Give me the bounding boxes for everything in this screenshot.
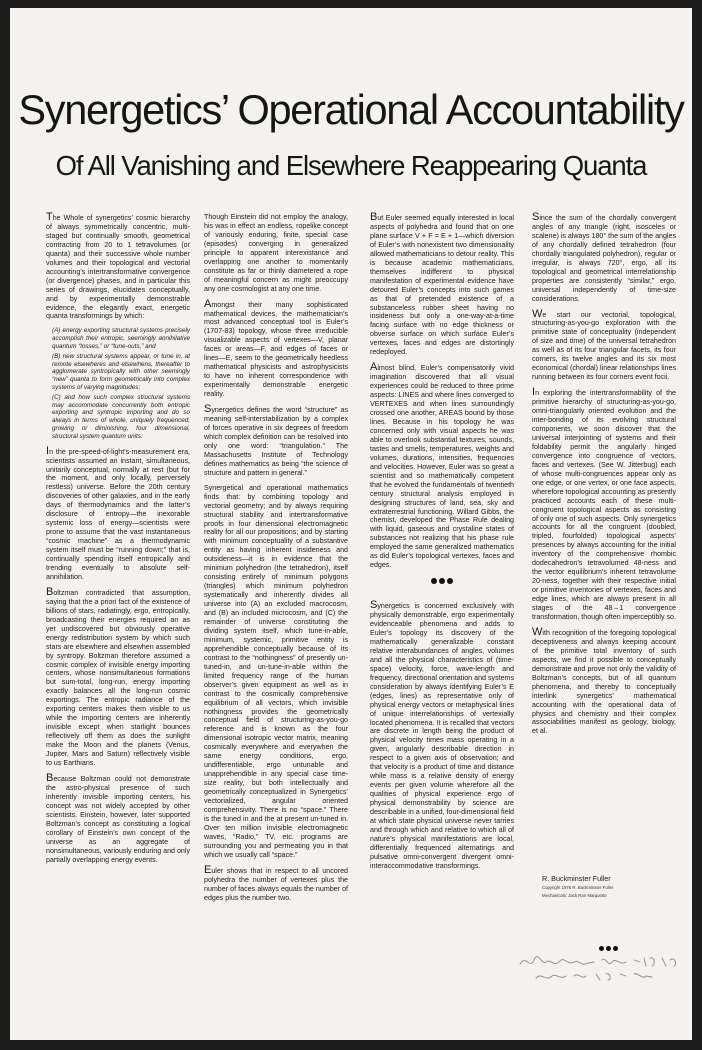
paragraph: Euler shows that in respect to all uncored polyhedra the number of vertexes plus the number of faces always equals the number of edges plus the number two.	[204, 863, 348, 902]
text-column-3	[370, 213, 514, 877]
paragraph: Boltzman contradicted that assumption, saying that the a priori fact of the existence of billions of stars, radiatingly, ergo, entropically, broadcasting their energies required an as yet undiscovered but obviously operative energy redistribution system by which such stars are elsewhere and elsewhen assembled by syntropy. Boltzman therefore assumed a cosmic complex of invisible energy importing centers, whose nonsimultaneous formations but sum-total, long-run, energy importing exactly balances all the long-run cosmic exportings. The entropic radiance of the exporting centers makes them visible to us while the importing centers are inherently invisible except when starlight bounces reflectively off them as does the sunlight make the Moon and the planets (Venus, Jupiter, Mars and Saturn) reflectively visible to us Earthians.	[46, 585, 190, 767]
text-column-1	[46, 213, 190, 870]
paragraph: But Euler seemed equally interested in local aspects of polyhedra and found that on one plane surface V + F = E + 1—which diversion of Euler’s with nonexistent two dimensionality allowed mathematicians to detour reality. This is because academic mathematicians, themselves indifferent to physical manifestation of experimental evidence have detoured Euler’s concepts into such games as that of pretended existence of a substanceless rubber sheet having no insideness but only a one-way-at-a-time facing surface with no edge thickness or obverse surface on which surface Euler’s vertexes, faces and edges are distortingly redeployed.	[370, 211, 514, 357]
dot	[447, 578, 453, 584]
author-credit	[542, 874, 682, 898]
list-item-a: (A) energy exporting structural systems precisely accomplish their entropic, seemingly annihilative quantum “losses,” or “tune-outs,” and	[52, 327, 190, 351]
paragraph: Amongst their many sophisticated mathematical devices, the mathematician’s most advanced conceptual tool is Euler’s (1707-83) topology, whose three irreducible visualizable aspects of vertexes—V, planar faces or areas—F, and edges of faces or lines—E, seem to the geometrically heedless mathematical physicists and astrophysicists to have no inherent correspondence with experimentally demonstrable energetic reality.	[204, 297, 348, 399]
paragraph: In the pre-speed-of-light’s-measurement era, scientists assumed an instant, simultaneous, unitarily conceptual, normally at rest (but for the moment, and only locally, perversely restless) universe. Before the 20th century discoveries of other galaxies, and in the early days of thermodynamics and the latter’s disclosure of entropy—the inexorable systemic loss of energy—scientists were prone to assume that the vast instantaneous “cosmic machine” as a thermodynamic system itself must be “running down;” that is, continually spending itself entropically and trending eventually to absolute self-annihilation.	[46, 444, 190, 581]
paragraph: Because Boltzman could not demonstrate the astro-physical presence of such inherently invisible importing centers, his concept was not widely accepted by other scientists. Einstein, however, later supported Boltzman’s concept as constituting a logical corollary of Einstein’s own concept of the universe as an aggregate of nonsimultaneous, variously enduring and only partially overlapping energy events.	[46, 771, 190, 864]
dot	[439, 578, 445, 584]
section-divider-dots	[370, 578, 514, 587]
dot	[431, 578, 437, 584]
poster-subtitle: Of All Vanishing and Elsewhere Reappearing Quanta	[55, 150, 647, 181]
handwritten-signature	[516, 946, 692, 986]
paragraph: Almost blind, Euler’s compensatorily vivid imagination discovered that all visual experiences could be reduced to three prime aspects: LINES and where lines converged to VERTEXES and when lines surroundingly crossed one another, AREAS bound by those lines. Because in his topology he was concerned only with visual aspects he was able to overlook substantial textures, sounds, tastes and smells, temperatures, weights and volumes, durations, intensities, frequencies and velocities. However, Euler was so great a scientist and so mathematically competent that he evolved the fundamentals of twentieth century structural analysis employed in designing structures of land, sea, sky and extraterrestrial functioning. Willard Gibbs, the chemist, developed the Phase Rule dealing with liquid, gaseous and crystaline states of substances not realizing that his phase rule employed the same generalized mathematics as did Euler’s topological vertexes, faces and edges.	[370, 361, 514, 570]
paragraph: The Whole of synergetics’ cosmic hierarchy of always symmetrically concentric, multi-staged but continually smooth, geometrical contracting from 20 to 1 tetravolumes (or quanta) and their successive whole number volumes and their topological and vectorial accounting’s intertransformative convergence (or divergence) phases, and in particular this series of drawings, elucidates conceptually, and by experimentally demonstrable evidence, the elegantly exact, energetic quanta transformings by which:	[46, 211, 190, 321]
list-item-b: (B) new structural systems appear, or tune in, at remote elsewheres and elsewhens, thereafter to agglomerate syntropically with other seemingly “new” quanta to form geometrically into complex systems of varying magnitudes;	[52, 352, 190, 392]
poster-title: Synergetics’ Operational Accountability	[18, 86, 684, 133]
copyright-line: Copyright 1976 R. Buckminster Fuller	[542, 885, 614, 890]
text-column-2	[204, 213, 348, 909]
paragraph: Synergetics defines the word “structure” as meaning self-interstabilization by a complex of forces operative in six degrees of freedom which complex definition can be resolved into only one word: “triangulation.” The Massachusetts Institute of Technology defines mathematics as being “the science of structure and pattern in general.”	[204, 403, 348, 477]
text-column-4	[532, 213, 676, 742]
author-name: R. Buckminster Fuller	[542, 874, 611, 883]
paragraph: With recognition of the foregoing topological deceptiveness and always keeping account of the primitive total inventory of such aspects, we find it possible to conceptually demonstrate and prove not only the validity of Boltzman’s concepts, but of all quantum phenomena, and thereby to conceptually interlink synergetics’ mathematical accounting with the operational data of physics and chemistry and their complex associabilities manifest as geology, biology, et al.	[532, 625, 676, 736]
mechanicals-line: Mechanicals: Jack Ran Marquette	[542, 892, 607, 898]
paragraph: Since the sum of the chordally convergent angles of any triangle (right, isosceles or scalene) is always 180° the sum of the angles of any chordally defined tetrahedron (four chordally triangulated polyhedron), regular or irregular, is always 720°, ergo, all its topological and geometrical interrelationship properties are consistently “similar,” ergo, universal independently of time-size considerations.	[532, 211, 677, 303]
abc-list	[46, 327, 190, 440]
paragraph: Though Einstein did not employ the analogy, his was in effect an endless, ropelike concept of variously enduring, finite, special case (episodes) converging in generalized principle to apparent interexistance and overlapping one another to momentarily constitute as far or thinly diametered a rope of meaningful concern as might preoccupy any one cosmologist at any one time.	[204, 213, 348, 293]
paragraph: Synergetics is concerned exclusively with physically demonstrable, ergo experimentally evidenceable phenomena and adds to Euler’s topology its discovery of the mathematically generalizable constant relative interabundances of angles, volumes and all the physical characteristics of (time-space) velocity, force, wave-length and frequency, directional orientation and systems consideration by always identifying Euler’s E (edges, lines) as representative only of physical energy vectors or metaphysical lines of unique interrelationships of vertexially located phenomena. It is recalled that vectors are discrete in length being the product of physical velocity times mass operating in a given, angularly describable direction in respect to a given axis of observation; and that velocity is a product of time and distance while mass is a relative density of energy events per given volume wherefore all the qualities of physical experience ergo of physical demonstrability by science are describable in a unified, four-dimensional field at which state physical universe never tarries and through which and relative to which all of nature’s physical manifestations are local, differentially frequenced alternatings and pulsative omni-convergent divergent omni-interaccommodative transformings.	[370, 599, 514, 870]
paragraph: In exploring the intertransformability of the primitive hierarchy of structuring-as-you-go, omni-triangularly oriented evolution and the inter-bonding of its evolving structural components, we soon discover that the universal interjointing of systems and their foldability permit the angularly hinged convergence into congruence of vectors, faces and vertexes. (See W. Jitterbug) each of whose multi-congruences appear only as one edge, or one vertex, or one face aspects, wherefore topological accounting as presently practiced accounts each of these multi-congruent topological aspects as consisting of only one of such aspects. Only synergetics accounts for all the congruent (doubled, tripled, fourfolded) topological aspects’ presences by always accounting for the initial inventory of the comprehensive rhombic dodecahedron’s tetravolumed 48-ness and the vector equilibrium’s inherent tetravolume 20-ness, together with their respective initial or primitive inventories of vertexes, faces and edge lines, which are always present in all stages of the 48→1 convergence transformation, though often imperceptibly so.	[532, 386, 676, 621]
paragraph: Synergetical and operational mathematics finds that: by combining topology and vectorial geometry; and by always requiring structural stability and intertransformative proofs in four dimensional electromagnetic reality for all our propositions; and by starting with minimum conceptuality of a substantive entity as having inherent insideness and outsideness—it is in evidence that the minimum polyhedron (the tetrahedron), itself consisting entirely of minimum polygons (triangles) which minimum polyhedron systematically and inherently divides all universe into (A) an excluded macrocosm, and (B) an included microcosm, and (C) the remainder of universe constituting the dividing system itself, which tune-in-able, minimum, systemic, primitive entity is apprehendible conceptually because of its contrast to the “nothingness” of presently un-tuned-in, and un-tune-in-able within the limited frequency range of the human observer’s given equipment as well as in contrast to the cosmically comprehensive equilibrium of all vectors, which invisible nothingness provides the geometrically conceptual field of structuring-as-you-go reference and is known as the four dimensional isotropic vector matrix, meaning cosmically everywhere and everywhen the same energy conditions, ergo, undifferentiable, ergo untunable and unapprehendible in any special case time-size reality, but both intellectually and geometrically conceptualized in Synergetics’ vectorialized, angular oriented comprehensivity. There is no “space.” There is the tuned in and the at present un-tuned in. Over ten million invisible electromagnetic waves, “Radio,” TV, etc. programs are surrounding you and permeating you in that which we usually call “space.”	[204, 483, 348, 859]
poster-sheet	[10, 8, 692, 1040]
paragraph: We start our vectorial, topological, structuring-as-you-go exploration with the primitive state of conceptuality (independent of size and time) of the universal tetrahedron as well as of its four triangular facets, its four corners, its twelve angles and its six most economical (chordal) linear relationships lines running between its four corners event focii.	[532, 307, 676, 382]
list-item-c: (C) and how such complex structural systems may accommodate concurrently both entropic exporting and syntropic importing and do so always in terms of whole, uniquely frequenced, growing or diminishing, four dimensional, structural system quantum units.	[52, 393, 190, 440]
